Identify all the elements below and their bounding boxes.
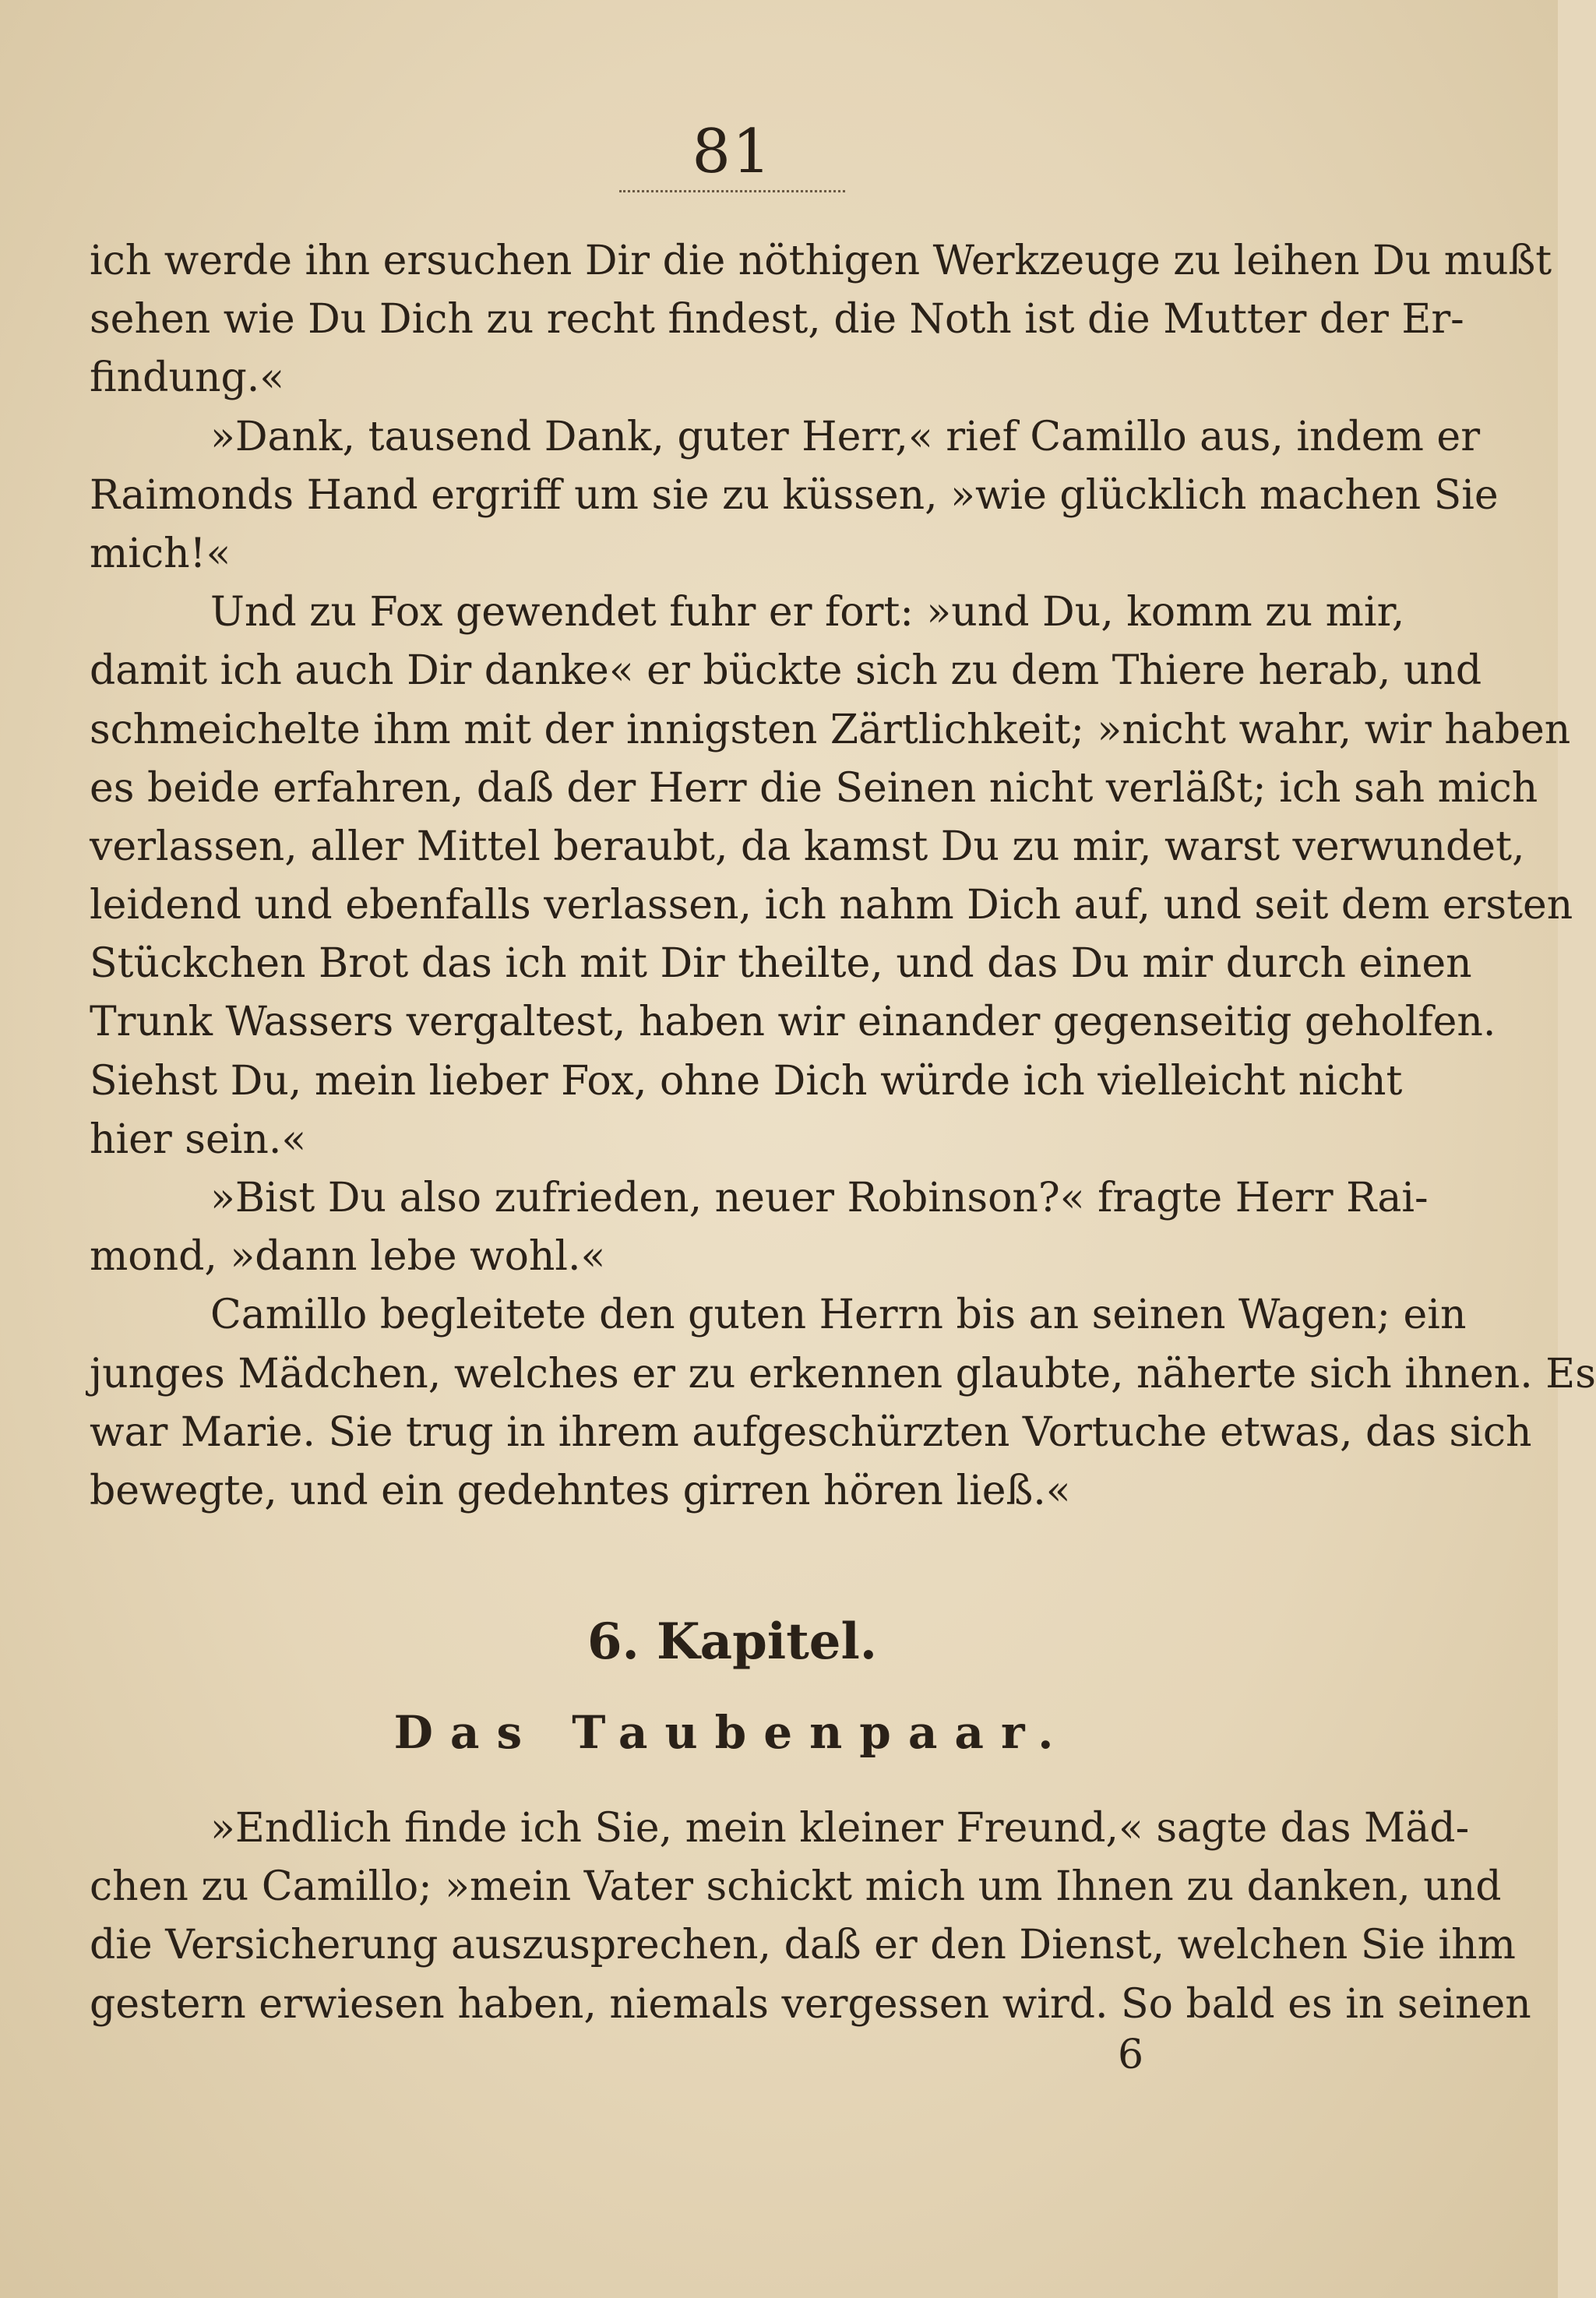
- text-line: Stückchen Brot das ich mit Dir theilte, und das Du mir durch einen: [90, 940, 1472, 988]
- text-line: bewegte, und ein gedehntes girren hören ließ.«: [90, 1467, 1071, 1514]
- page-number: 81: [692, 117, 773, 187]
- text-line: findung.«: [90, 354, 285, 402]
- signature-mark: 6: [1118, 2032, 1144, 2078]
- chapter-text: [90, 1799, 1531, 2034]
- text-line: sehen wie Du Dich zu recht findest, die Noth ist die Mutter der Er-: [90, 296, 1464, 344]
- text-line: gestern erwiesen haben, niemals vergessen wird. So bald es in seinen: [90, 1980, 1531, 2028]
- chapter-title: 6. Kapitel.: [587, 1612, 878, 1671]
- text-line: war Marie. Sie trug in ihrem aufgeschürzten Vortuche etwas, das sich: [90, 1408, 1532, 1456]
- text-line: hier sein.«: [90, 1116, 307, 1163]
- text-line: die Versicherung auszusprechen, daß er den Dienst, welchen Sie ihm: [90, 1922, 1516, 1969]
- body-text: [90, 232, 1596, 1521]
- chapter-subtitle: Das Taubenpaar.: [393, 1706, 1071, 1759]
- text-line: chen zu Camillo; »mein Vater schickt mich um Ihnen zu danken, und: [90, 1863, 1502, 1911]
- text-line: Camillo begleitete den guten Herrn bis an seinen Wagen; ein: [210, 1292, 1467, 1339]
- text-line: »Bist Du also zufrieden, neuer Robinson?« fragte Herr Rai-: [210, 1175, 1429, 1221]
- text-line: mond, »dann lebe wohl.«: [90, 1233, 606, 1281]
- text-line: damit ich auch Dir danke« er bückte sich zu dem Thiere herab, und: [90, 647, 1482, 695]
- text-line: »Endlich finde ich Sie, mein kleiner Freund,« sagte das Mäd-: [210, 1805, 1470, 1852]
- text-line: Raimonds Hand ergriff um sie zu küssen, »wie glücklich machen Sie: [90, 471, 1499, 519]
- text-line: schmeichelte ihm mit der innigsten Zärtlichkeit; »nicht wahr, wir haben: [90, 706, 1571, 753]
- text-line: »Dank, tausend Dank, guter Herr,« rief Camillo aus, indem er: [210, 413, 1481, 460]
- text-line: verlassen, aller Mittel beraubt, da kamst Du zu mir, warst verwundet,: [90, 823, 1525, 870]
- text-line: Und zu Fox gewendet fuhr er fort: »und Du, komm zu mir,: [210, 589, 1405, 636]
- text-line: junges Mädchen, welches er zu erkennen glaubte, näherte sich ihnen. Es: [90, 1350, 1596, 1397]
- text-line: ich werde ihn ersuchen Dir die nöthigen Werkzeuge zu leihen Du mußt: [90, 238, 1552, 284]
- text-line: es beide erfahren, daß der Herr die Seinen nicht verläßt; ich sah mich: [90, 764, 1538, 812]
- text-line: Siehst Du, mein lieber Fox, ohne Dich würde ich vielleicht nicht: [90, 1057, 1403, 1105]
- text-line: leidend und ebenfalls verlassen, ich nahm Dich auf, und seit dem ersten: [90, 882, 1573, 929]
- header-dotted-rule: [619, 190, 845, 192]
- text-line: mich!«: [90, 530, 231, 577]
- text-line: Trunk Wassers vergaltest, haben wir einander gegenseitig geholfen.: [90, 999, 1496, 1046]
